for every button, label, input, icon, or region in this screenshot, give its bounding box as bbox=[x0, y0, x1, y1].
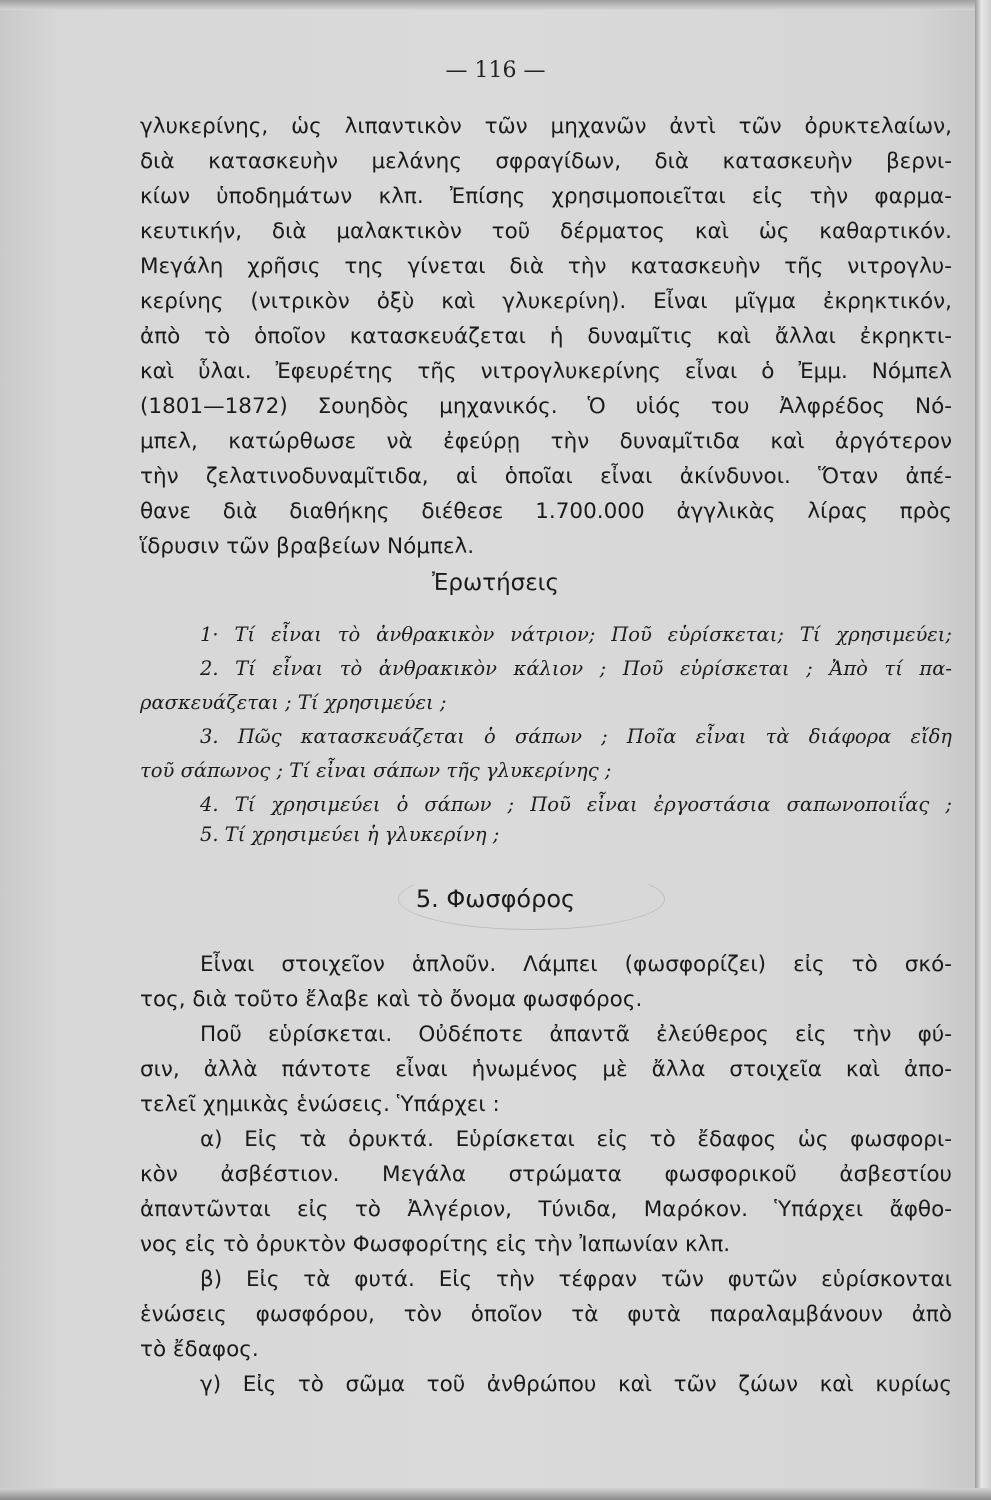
question-line: 2. Τί εἶναι τὸ ἀνθρακικὸν κάλιον ; Ποῦ εὑρίσκεται ; Ἀπὸ τί πα- bbox=[200, 657, 952, 680]
text-line: κευτικήν, διὰ μαλακτικὸν τοῦ δέρματος καὶ ὡς καθαρτικόν. bbox=[140, 219, 952, 244]
questions-heading: Ἐρωτήσεις bbox=[432, 570, 559, 596]
text-line: διὰ κατασκευὴν μελάνης σφραγίδων, διὰ κατασκευὴν βερνι- bbox=[140, 149, 952, 174]
text-line: γλυκερίνης, ὡς λιπαντικὸν τῶν μηχανῶν ἀντὶ τῶν ὀρυκτελαίων, bbox=[140, 114, 952, 139]
text-line: κὸν ἀσβέστιον. Μεγάλα στρώματα φωσφορικοῦ ἀσβεστίου bbox=[140, 1162, 952, 1187]
question-line: 3. Πῶς κατασκευάζεται ὁ σάπων ; Ποῖα εἶναι τὰ διάφορα εἴδη bbox=[200, 725, 952, 748]
text-line: γ) Εἰς τὸ σῶμα τοῦ ἀνθρώπου καὶ τῶν ζώων καὶ κυρίως bbox=[200, 1372, 952, 1397]
text-line: νος εἰς τὸ ὀρυκτὸν Φωσφορίτης εἰς τὴν Ἰαπωνίαν κλπ. bbox=[140, 1232, 731, 1257]
text-line: ἑνώσεις φωσφόρου, τὸν ὁποῖον τὰ φυτὰ παραλαμβάνουν ἀπὸ bbox=[140, 1302, 952, 1327]
text-line: Εἶναι στοιχεῖον ἁπλοῦν. Λάμπει (φωσφορίζει) εἰς τὸ σκό- bbox=[200, 952, 952, 977]
text-line: μπελ, κατώρθωσε νὰ ἐφεύρῃ τὴν δυναμῖτιδα καὶ ἀργότερον bbox=[140, 429, 952, 454]
text-line: σιν, ἀλλὰ πάντοτε εἶναι ἡνωμένος μὲ ἄλλα στοιχεῖα καὶ ἀπο- bbox=[140, 1057, 952, 1082]
text-line: ἀπὸ τὸ ὁποῖον κατασκευάζεται ἡ δυναμῖτις καὶ ἄλλαι ἐκρηκτι- bbox=[140, 324, 952, 349]
section-heading: 5. Φωσφόρος bbox=[415, 885, 576, 913]
question-line: 4. Τί χρησιμεύει ὁ σάπων ; Ποῦ εἶναι ἐργοστάσια σαπωνοποιΐας ; bbox=[200, 793, 952, 816]
question-line: τοῦ σάπωνος ; Τί εἶναι σάπων τῆς γλυκερίνης ; bbox=[140, 759, 612, 782]
page-bottom-edge bbox=[0, 1488, 991, 1500]
text-line: (1801—1872) Σουηδὸς μηχανικός. Ὁ υἱός του Ἀλφρέδος Νό- bbox=[140, 394, 952, 419]
text-line: τὴν ζελατινοδυναμῖτιδα, αἱ ὁποῖαι εἶναι ἀκίνδυνοι. Ὅταν ἀπέ- bbox=[140, 464, 952, 489]
text-line: ἀπαντῶνται εἰς τὸ Ἀλγέριον, Τύνιδα, Μαρόκον. Ὑπάρχει ἄφθο- bbox=[140, 1197, 952, 1222]
text-line: τὸ ἔδαφος. bbox=[140, 1337, 259, 1362]
text-line: κίων ὑποδημάτων κλπ. Ἐπίσης χρησιμοποιεῖται εἰς τὴν φαρμα- bbox=[140, 184, 952, 209]
text-line: Μεγάλη χρῆσις της γίνεται διὰ τὴν κατασκευὴν τῆς νιτρογλυ- bbox=[140, 254, 952, 279]
text-line: Ποῦ εὑρίσκεται. Οὐδέποτε ἀπαντᾶ ἐλεύθερος εἰς τὴν φύ- bbox=[200, 1022, 952, 1047]
question-line: 5. Τί χρησιμεύει ἡ γλυκερίνη ; bbox=[200, 823, 500, 846]
page-right-edge bbox=[975, 0, 991, 1500]
text-line: τελεῖ χημικὰς ἑνώσεις. Ὑπάρχει : bbox=[140, 1092, 500, 1117]
text-line: ἵδρυσιν τῶν βραβείων Νόμπελ. bbox=[140, 534, 475, 559]
text-line: κερίνης (νιτρικὸν ὀξὺ καὶ γλυκερίνη). Εἶναι μῖγμα ἐκρηκτικόν, bbox=[140, 289, 952, 314]
text-line: καὶ ὗλαι. Ἐφευρέτης τῆς νιτρογλυκερίνης εἶναι ὁ Ἐμμ. Νόμπελ bbox=[140, 359, 952, 384]
question-line: ρασκευάζεται ; Τί χρησιμεύει ; bbox=[140, 691, 447, 714]
text-line: α) Εἰς τὰ ὀρυκτά. Εὑρίσκεται εἰς τὸ ἔδαφος ὡς φωσφορι- bbox=[200, 1127, 952, 1152]
text-line: β) Εἰς τὰ φυτά. Εἰς τὴν τέφραν τῶν φυτῶν εὑρίσκονται bbox=[200, 1267, 952, 1292]
page-number: — 116 — bbox=[445, 58, 546, 83]
text-line: θανε διὰ διαθήκης διέθεσε 1.700.000 ἀγγλικὰς λίρας πρὸς bbox=[140, 499, 952, 524]
question-line: 1· Τί εἶναι τὸ ἀνθρακικὸν νάτριον; Ποῦ εὑρίσκεται; Τί χρησιμεύει; bbox=[200, 623, 952, 646]
text-line: τος, διὰ τοῦτο ἔλαβε καὶ τὸ ὄνομα φωσφόρος. bbox=[140, 987, 643, 1012]
page-top-edge bbox=[0, 0, 991, 10]
